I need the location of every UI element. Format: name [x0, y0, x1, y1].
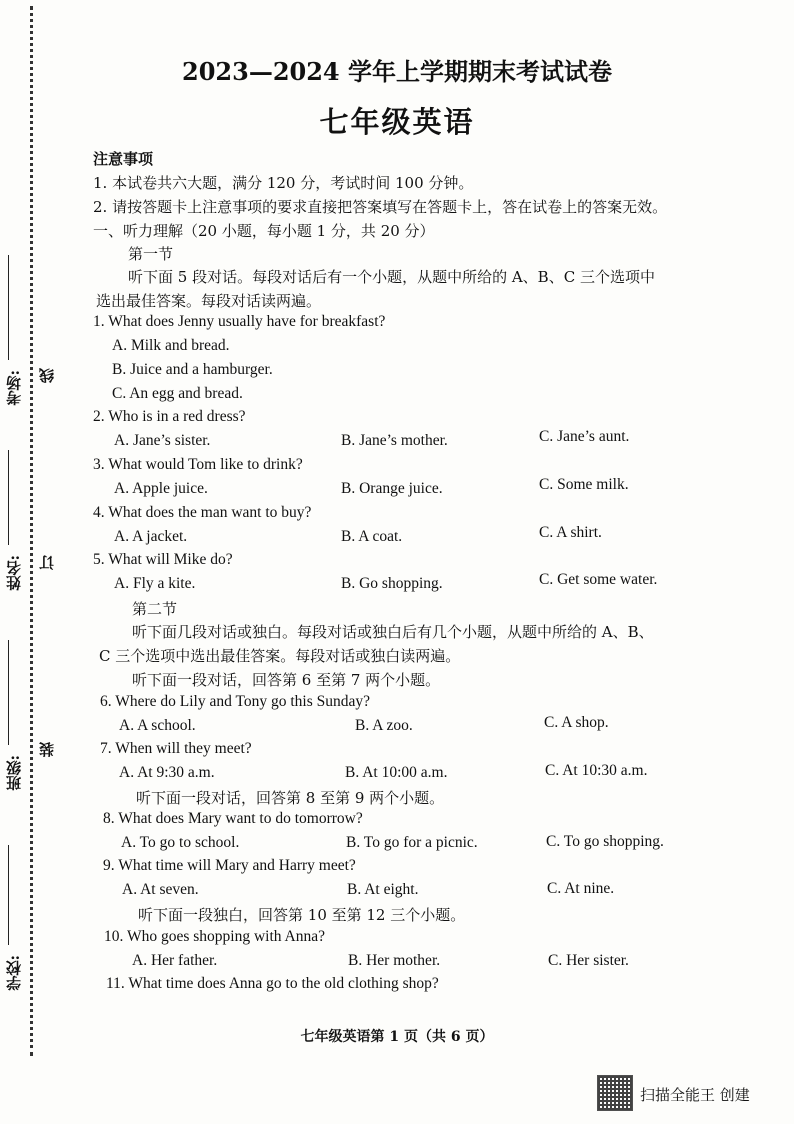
school-label: 学校:: [5, 955, 23, 991]
question-9: 9. What time will Mary and Harry meet?: [103, 857, 356, 874]
instruction-q6-q7: 听下面一段对话，回答第 6 至第 7 两个小题。: [132, 671, 441, 689]
part-1-intro-cont: 选出最佳答案。每段对话读两遍。: [96, 292, 322, 310]
q3-option-a: A. Apple juice.: [114, 480, 208, 497]
question-2: 2. Who is in a red dress?: [93, 408, 246, 425]
q5-option-b: B. Go shopping.: [341, 575, 443, 592]
question-3: 3. What would Tom like to drink?: [93, 456, 303, 473]
q4-option-b: B. A coat.: [341, 528, 403, 545]
exam-room-label: 考场:: [5, 370, 23, 406]
q8-option-a: A. To go to school.: [121, 834, 240, 851]
binding-char-xian: 线: [38, 368, 56, 383]
q3-option-b: B. Orange juice.: [341, 480, 443, 497]
notes-item-1: 1. 本试卷共六大题，满分 120 分，考试时间 100 分钟。: [93, 174, 474, 192]
q4-option-c: C. A shirt.: [539, 524, 602, 541]
instruction-q8-q9: 听下面一段对话，回答第 8 至第 9 两个小题。: [136, 789, 445, 807]
q5-option-a: A. Fly a kite.: [114, 575, 196, 592]
question-5: 5. What will Mike do?: [93, 551, 233, 568]
q7-option-c: C. At 10:30 a.m.: [545, 762, 648, 779]
q6-option-c: C. A shop.: [544, 714, 609, 731]
part-1-title: 第一节: [128, 245, 174, 263]
q8-option-b: B. To go for a picnic.: [346, 834, 478, 851]
binding-char-ding: 订: [38, 555, 56, 570]
q7-option-a: A. At 9:30 a.m.: [119, 764, 215, 781]
name-label: 姓名:: [5, 555, 23, 591]
binding-dotted-line: [30, 6, 33, 1056]
name-blank: [8, 450, 9, 545]
notes-item-2: 2. 请按答题卡上注意事项的要求直接把答案填写在答题卡上，答在试卷上的答案无效。: [93, 198, 668, 216]
q6-option-b: B. A zoo.: [355, 717, 413, 734]
q2-option-c: C. Jane’s aunt.: [539, 428, 630, 445]
exam-room-blank: [8, 255, 9, 360]
instruction-q10-q12: 听下面一段独白，回答第 10 至第 12 三个小题。: [138, 906, 466, 924]
part-2-intro-cont: C 三个选项中选出最佳答案。每段对话或独白读两遍。: [99, 647, 461, 665]
q9-option-b: B. At eight.: [347, 881, 419, 898]
q10-option-a: A. Her father.: [132, 952, 218, 969]
section-1-heading: 一、听力理解（20 小题，每小题 1 分，共 20 分）: [93, 222, 435, 240]
part-2-title: 第二节: [132, 600, 178, 618]
part-2-intro: 听下面几段对话或独白。每段对话或独白后有几个小题，从题中所给的 A、B、: [132, 623, 654, 641]
class-blank: [8, 640, 9, 745]
exam-title: 2023—2024 学年上学期期末考试试卷: [182, 57, 612, 86]
question-1: 1. What does Jenny usually have for breakfast?: [93, 313, 386, 330]
part-1-intro: 听下面 5 段对话。每段对话后有一个小题，从题中所给的 A、B、C 三个选项中: [128, 268, 655, 286]
q3-option-c: C. Some milk.: [539, 476, 629, 493]
class-label: 班级:: [5, 755, 23, 791]
question-11: 11. What time does Anna go to the old clothing shop?: [106, 975, 439, 992]
question-7: 7. When will they meet?: [100, 740, 252, 757]
q2-option-a: A. Jane’s sister.: [114, 432, 211, 449]
notes-heading: 注意事项: [93, 150, 154, 168]
question-10: 10. Who goes shopping with Anna?: [104, 928, 326, 945]
question-4: 4. What does the man want to buy?: [93, 504, 312, 521]
exam-subject: 七年级英语: [319, 105, 475, 139]
q7-option-b: B. At 10:00 a.m.: [345, 764, 448, 781]
qr-code-icon: [597, 1075, 633, 1111]
q6-option-a: A. A school.: [119, 717, 196, 734]
q1-option-b: B. Juice and a hamburger.: [112, 361, 273, 378]
scanner-watermark: 扫描全能王 创建: [640, 1086, 750, 1104]
q9-option-c: C. At nine.: [547, 880, 615, 897]
q10-option-b: B. Her mother.: [348, 952, 441, 969]
q5-option-c: C. Get some water.: [539, 571, 658, 588]
q1-option-c: C. An egg and bread.: [112, 385, 243, 402]
question-8: 8. What does Mary want to do tomorrow?: [103, 810, 363, 827]
page-number: 七年级英语第 1 页（共 6 页）: [300, 1029, 494, 1045]
q1-option-a: A. Milk and bread.: [112, 337, 230, 354]
binding-char-zhuang: 装: [38, 742, 56, 757]
q4-option-a: A. A jacket.: [114, 528, 188, 545]
q8-option-c: C. To go shopping.: [546, 833, 664, 850]
question-6: 6. Where do Lily and Tony go this Sunday?: [100, 693, 370, 710]
school-blank: [8, 845, 9, 945]
q9-option-a: A. At seven.: [122, 881, 199, 898]
q2-option-b: B. Jane’s mother.: [341, 432, 448, 449]
q10-option-c: C. Her sister.: [548, 952, 629, 969]
